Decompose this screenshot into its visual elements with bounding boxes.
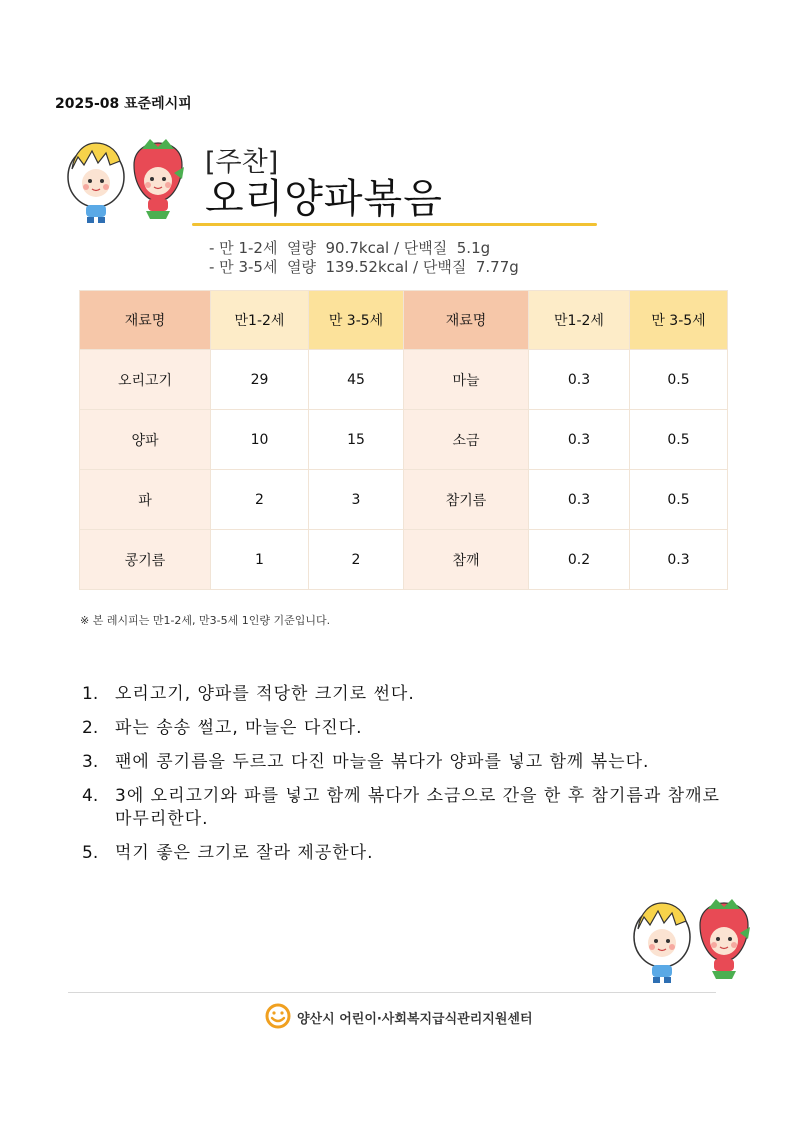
header-age-1-2: 만1-2세 (529, 291, 630, 350)
step-number: 4. (82, 786, 99, 806)
list-item (82, 717, 742, 740)
document-id: 2025-08 표준레시피 (55, 96, 192, 112)
amount-age-3-5: 0.3 (630, 530, 728, 590)
amount-age-1-2: 2 (211, 470, 309, 530)
amount-age-3-5: 3 (309, 470, 404, 530)
step-text: 팬에 콩기름을 두르고 다진 마늘을 볶다가 양파를 넣고 함께 볶는다. (115, 752, 650, 772)
amount-age-3-5: 15 (309, 410, 404, 470)
step-text: 먹기 좋은 크기로 잘라 제공한다. (115, 843, 374, 863)
recipe-category: [주찬] (205, 147, 279, 178)
ingredient-name: 마늘 (404, 350, 529, 410)
amount-age-1-2: 0.3 (529, 470, 630, 530)
table-row (80, 410, 728, 470)
header-age-1-2: 만1-2세 (211, 291, 309, 350)
list-item (82, 751, 742, 774)
amount-age-1-2: 10 (211, 410, 309, 470)
amount-age-1-2: 0.3 (529, 410, 630, 470)
nutrition-age-1-2: - 만 1-2세 열량 90.7kcal / 단백질 5.1g (209, 239, 491, 257)
ingredient-name: 콩기름 (80, 530, 211, 590)
organization-name: 양산시 어린이·사회복지급식관리지원센터 (297, 1012, 533, 1027)
header-age-3-5: 만 3-5세 (630, 291, 728, 350)
amount-age-3-5: 0.5 (630, 350, 728, 410)
list-item (82, 842, 742, 865)
amount-age-1-2: 0.3 (529, 350, 630, 410)
step-number: 2. (82, 718, 99, 738)
header-ingredient-name: 재료명 (404, 291, 529, 350)
smile-logo-icon (265, 1003, 291, 1029)
step-number: 3. (82, 752, 99, 772)
egg-mascot-icon (634, 903, 690, 983)
mascots-illustration (62, 135, 197, 225)
step-number: 5. (82, 843, 99, 863)
amount-age-3-5: 0.5 (630, 410, 728, 470)
table-row (80, 530, 728, 590)
amount-age-3-5: 45 (309, 350, 404, 410)
step-text: 파는 송송 썰고, 마늘은 다진다. (115, 718, 363, 738)
amount-age-1-2: 29 (211, 350, 309, 410)
amount-age-1-2: 0.2 (529, 530, 630, 590)
serving-note: ※ 본 레시피는 만1-2세, 만3-5세 1인량 기준입니다. (80, 614, 331, 627)
ingredient-name: 소금 (404, 410, 529, 470)
amount-age-1-2: 1 (211, 530, 309, 590)
strawberry-mascot-icon (700, 899, 750, 979)
ingredient-name: 오리고기 (80, 350, 211, 410)
amount-age-3-5: 2 (309, 530, 404, 590)
recipe-steps (82, 683, 742, 876)
step-text: 3에 오리고기와 파를 넣고 함께 볶다가 소금으로 간을 한 후 참기름과 참깨로 마무리한다. (115, 786, 720, 829)
step-text: 오리고기, 양파를 적당한 크기로 썬다. (115, 684, 415, 704)
table-row (80, 470, 728, 530)
mascots-illustration (628, 895, 763, 985)
amount-age-3-5: 0.5 (630, 470, 728, 530)
nutrition-age-3-5: - 만 3-5세 열량 139.52kcal / 단백질 7.77g (209, 258, 519, 276)
table-header-row (80, 291, 728, 350)
ingredient-table (79, 290, 728, 590)
title-underline (192, 223, 597, 226)
ingredient-name: 참기름 (404, 470, 529, 530)
header-ingredient-name: 재료명 (80, 291, 211, 350)
header-age-3-5: 만 3-5세 (309, 291, 404, 350)
ingredient-name: 파 (80, 470, 211, 530)
step-number: 1. (82, 684, 99, 704)
footer-divider (68, 992, 716, 993)
list-item (82, 683, 742, 706)
recipe-title: 오리양파볶음 (205, 176, 443, 222)
list-item (82, 785, 742, 831)
egg-mascot-icon (68, 143, 124, 223)
ingredient-name: 양파 (80, 410, 211, 470)
ingredient-name: 참깨 (404, 530, 529, 590)
strawberry-mascot-icon (134, 139, 184, 219)
table-row (80, 350, 728, 410)
